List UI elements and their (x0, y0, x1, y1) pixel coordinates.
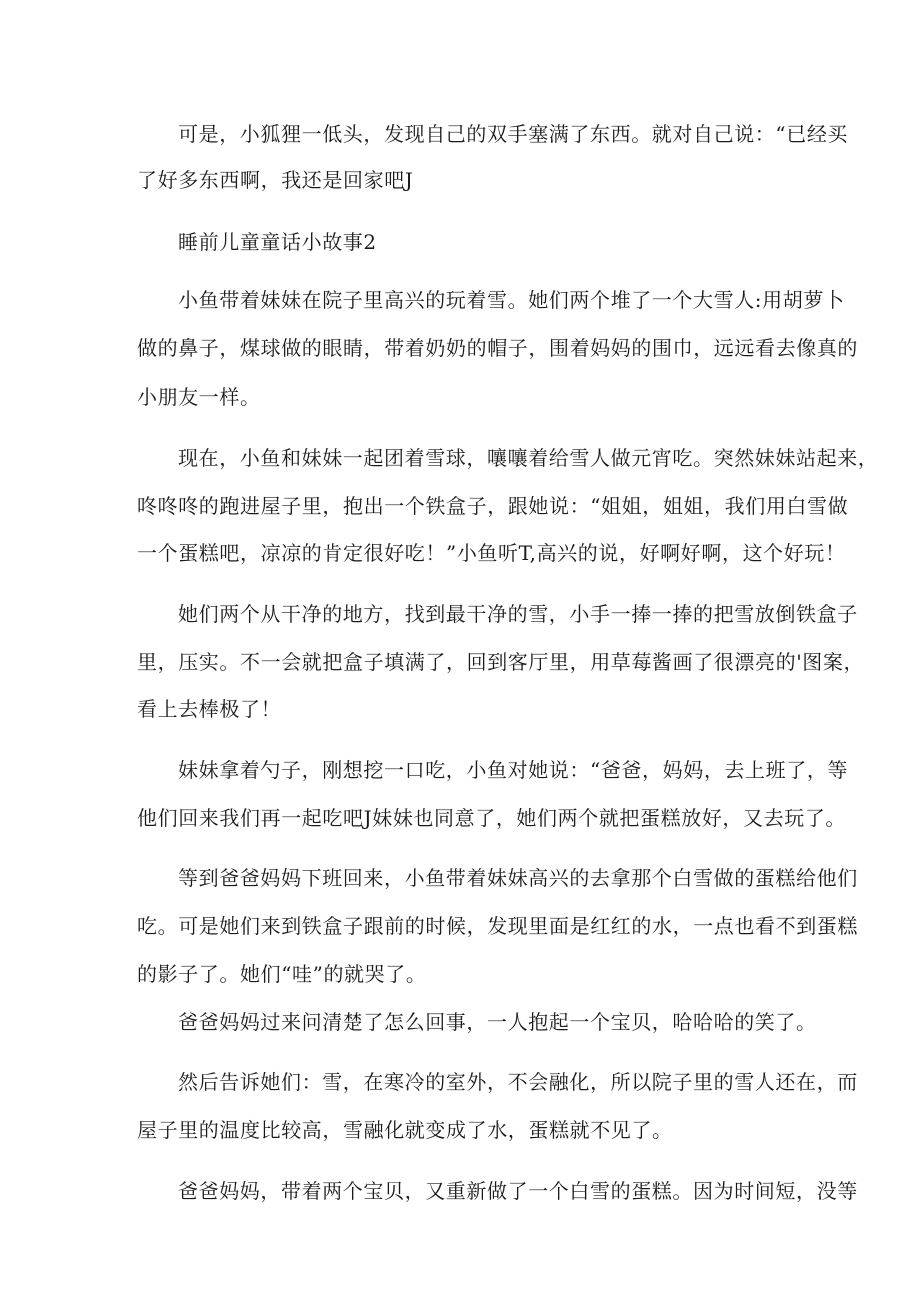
text-line: 他们回来我们再一起吃吧J妹妹也同意了，她们两个就把蛋糕放好，又去玩了。 (137, 806, 847, 830)
text-line: 看上去棒极了！ (137, 697, 282, 721)
section-heading: 睡前儿童童话小故事2 (178, 230, 377, 254)
text-line: 了好多东西啊，我还是回家吧J (137, 168, 414, 192)
text-line: 咚咚咚的跑进屋子里，抱出一个铁盒子，跟她说：“姐姐，姐姐，我们用白雪做 (137, 494, 849, 518)
text-line: 可是，小狐狸一低头，发现自己的双手塞满了东西。就对自己说：“已经买 (178, 122, 849, 146)
text-line: 爸爸妈妈过来问清楚了怎么回事，一人抱起一个宝贝，哈哈哈的笑了。 (178, 1010, 817, 1034)
text-line: 吃。可是她们来到铁盒子跟前的时候，发现里面是红红的水，一点也看不到蛋糕 (137, 914, 858, 938)
text-line: 小鱼带着妹妹在院子里高兴的玩着雪。她们两个堆了一个大雪人:用胡萝卜 (178, 288, 845, 312)
text-line: 里，压实。不一会就把盒子填满了，回到客厅里，用草莓酱画了很漂亮的'图案， (137, 650, 865, 674)
text-line: 然后告诉她们：雪，在寒冷的室外，不会融化，所以院子里的雪人还在，而 (178, 1070, 858, 1094)
text-line: 屋子里的温度比较高，雪融化就变成了水，蛋糕就不见了。 (137, 1118, 673, 1142)
text-line: 一个蛋糕吧，凉凉的肯定很好吃！”小鱼听T,高兴的说，好啊好啊，这个好玩！ (137, 541, 846, 565)
text-line: 现在，小鱼和妹妹一起团着雪球，嚷嚷着给雪人做元宵吃。突然妹妹站起来， (178, 446, 879, 470)
text-line: 小朋友一样。 (137, 385, 261, 409)
text-line: 爸爸妈妈，带着两个宝贝，又重新做了一个白雪的蛋糕。因为时间短，没等 (178, 1179, 858, 1203)
text-line: 做的鼻子，煤球做的眼睛，带着奶奶的帽子，围着妈妈的围巾，远远看去像真的 (137, 336, 858, 360)
text-line: 的影子了。她们“哇”的就哭了。 (137, 962, 427, 986)
text-line: 妹妹拿着勺子，刚想挖一口吃，小鱼对她说：“爸爸，妈妈，去上班了，等 (178, 758, 849, 782)
text-line: 等到爸爸妈妈下班回来，小鱼带着妹妹高兴的去拿那个白雪做的蛋糕给他们 (178, 866, 858, 890)
text-line: 她们两个从干净的地方，找到最干净的雪，小手一捧一捧的把雪放倒铁盒子 (178, 602, 858, 626)
